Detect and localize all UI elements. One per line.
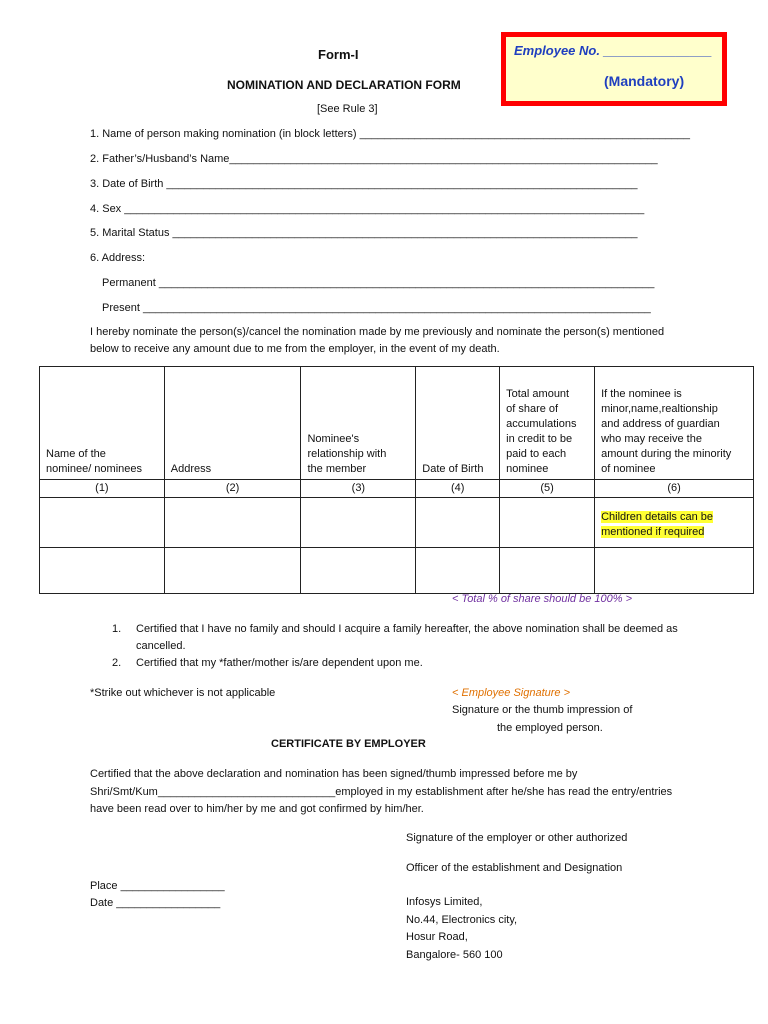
company-address-line-3: Bangalore- 560 100 bbox=[406, 949, 503, 961]
column-number: (6) bbox=[595, 480, 754, 498]
employer-signature-line-1: Signature of the employer or other authorized bbox=[406, 832, 628, 844]
field-marital-status[interactable]: 5. Marital Status ____________________________________________________________________________ bbox=[90, 227, 638, 239]
header-address: Address bbox=[164, 367, 301, 480]
children-note-line-2: mentioned if required bbox=[601, 525, 705, 538]
employee-signature-line-1: Signature or the thumb impression of bbox=[452, 704, 633, 716]
table-cell-note[interactable] bbox=[595, 498, 754, 548]
table-cell[interactable] bbox=[164, 548, 301, 594]
employer-signature-line-2: Officer of the establishment and Designation bbox=[406, 862, 623, 874]
certification-2-number: 2. bbox=[112, 657, 122, 669]
company-address-line-2: Hosur Road, bbox=[406, 931, 468, 943]
field-address-permanent[interactable]: Permanent _________________________________________________________________________________ bbox=[102, 277, 655, 289]
intro-line-1: I hereby nominate the person(s)/cancel the nomination made by me previously and nominate the person(s) mentioned bbox=[90, 326, 665, 338]
children-note-line-1: Children details can be bbox=[601, 510, 713, 523]
field-sex[interactable]: 4. Sex _____________________________________________________________________________________ bbox=[90, 203, 645, 215]
employee-number-box[interactable] bbox=[501, 32, 727, 106]
employee-signature-line-2: the employed person. bbox=[497, 722, 603, 734]
table-cell[interactable] bbox=[301, 498, 416, 548]
header-guardian: If the nominee is minor,name,realtionship and address of guardian who may receive the amount during the minority of nominee bbox=[595, 367, 754, 480]
certification-1-line-1: Certified that I have no family and should I acquire a family hereafter, the above nomination shall be deemed as bbox=[136, 623, 678, 635]
field-address-label: 6. Address: bbox=[90, 252, 146, 264]
column-number: (3) bbox=[301, 480, 416, 498]
column-number: (4) bbox=[416, 480, 500, 498]
form-number: Form-I bbox=[318, 47, 359, 62]
form-title: NOMINATION AND DECLARATION FORM bbox=[227, 78, 461, 92]
table-cell[interactable] bbox=[500, 548, 595, 594]
table-cell[interactable] bbox=[40, 498, 165, 548]
nominee-table bbox=[39, 366, 754, 594]
table-cell[interactable] bbox=[416, 548, 500, 594]
table-number-row bbox=[40, 480, 754, 498]
header-relationship: Nominee's relationship with the member bbox=[301, 367, 416, 480]
total-share-note: < Total % of share should be 100% > bbox=[452, 593, 632, 605]
field-name[interactable]: 1. Name of person making nomination (in block letters) ______________________________________________________ bbox=[90, 128, 690, 140]
place-field[interactable]: Place _________________ bbox=[90, 880, 225, 892]
mandatory-label: (Mandatory) bbox=[604, 73, 685, 89]
certification-1-number: 1. bbox=[112, 623, 122, 635]
company-address-line-1: No.44, Electronics city, bbox=[406, 914, 518, 926]
date-field[interactable]: Date _________________ bbox=[90, 897, 221, 909]
table-cell[interactable] bbox=[301, 548, 416, 594]
table-cell[interactable] bbox=[595, 548, 754, 594]
employer-cert-line-3: have been read over to him/her by me and got confirmed by him/her. bbox=[90, 803, 424, 815]
employer-certificate-heading: CERTIFICATE BY EMPLOYER bbox=[271, 738, 426, 750]
field-father-husband-name[interactable]: 2. Father’s/Husband’s Name______________________________________________________________________ bbox=[90, 153, 658, 165]
table-cell[interactable] bbox=[416, 498, 500, 548]
table-cell[interactable] bbox=[164, 498, 301, 548]
column-number: (5) bbox=[500, 480, 595, 498]
employer-cert-line-2[interactable]: Shri/Smt/Kum_____________________________employed in my establishment after he/she has read the entry/entries bbox=[90, 786, 673, 798]
employee-signature-tag[interactable]: < Employee Signature > bbox=[452, 687, 571, 699]
table-row[interactable] bbox=[40, 498, 754, 548]
table-cell[interactable] bbox=[500, 498, 595, 548]
intro-line-2: below to receive any amount due to me from the employer, in the event of my death. bbox=[90, 343, 500, 355]
strike-note: *Strike out whichever is not applicable bbox=[90, 687, 276, 699]
employee-number-label: Employee No. _______________ bbox=[514, 43, 713, 58]
rule-reference: [See Rule 3] bbox=[317, 103, 378, 115]
column-number: (1) bbox=[40, 480, 165, 498]
table-cell[interactable] bbox=[40, 548, 165, 594]
header-share-amount: Total amount of share of accumulations in credit to be paid to each nominee bbox=[500, 367, 595, 480]
table-row[interactable] bbox=[40, 548, 754, 594]
header-date-of-birth: Date of Birth bbox=[416, 367, 500, 480]
table-header-row bbox=[40, 367, 754, 480]
certification-2-line-1: Certified that my *father/mother is/are dependent upon me. bbox=[136, 657, 423, 669]
certification-1-line-2: cancelled. bbox=[136, 640, 186, 652]
employer-cert-line-1: Certified that the above declaration and nomination has been signed/thumb impressed before me by bbox=[90, 768, 578, 780]
field-date-of-birth[interactable]: 3. Date of Birth _____________________________________________________________________________ bbox=[90, 178, 638, 190]
field-address-present[interactable]: Present ___________________________________________________________________________________ bbox=[102, 302, 651, 314]
company-name: Infosys Limited, bbox=[406, 896, 483, 908]
header-nominee-name: Name of the nominee/ nominees bbox=[40, 367, 165, 480]
column-number: (2) bbox=[164, 480, 301, 498]
